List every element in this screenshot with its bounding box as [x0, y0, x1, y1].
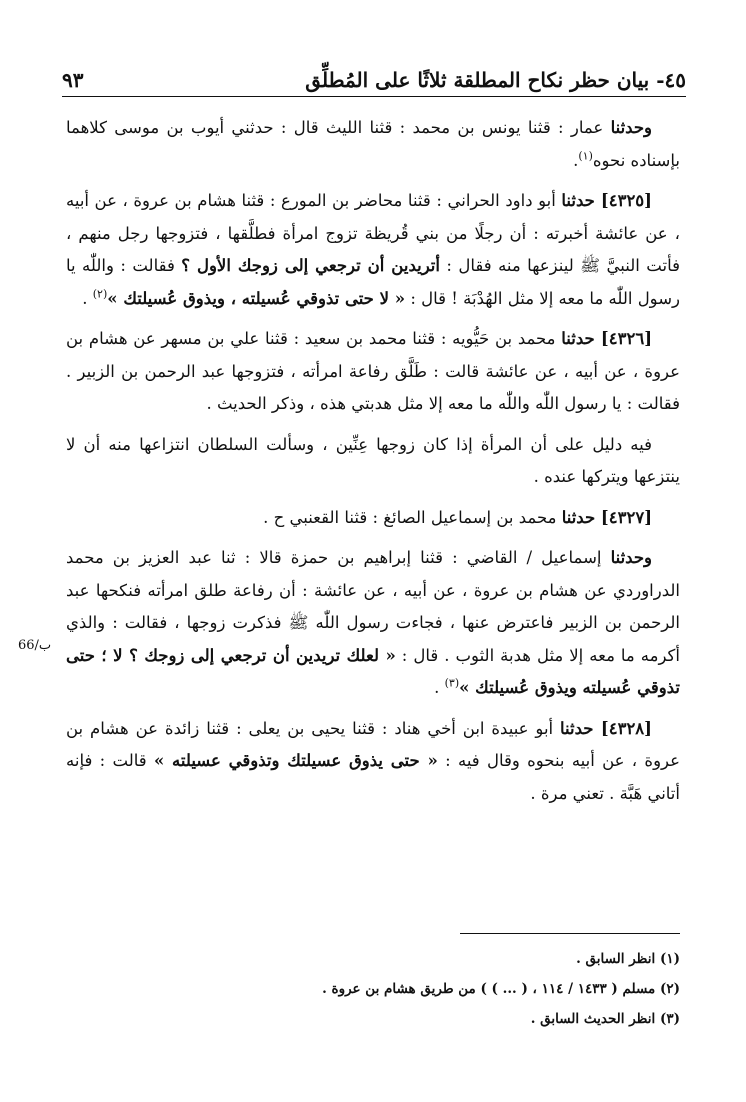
footnote-separator [460, 933, 680, 934]
footnote-3: (٣) انظر الحديث السابق . [530, 1011, 680, 1027]
paragraph-text: محمد بن حَيُّويه : قثنا محمد بن سعيد : قثنا علي بن مسهر عن هشام بن عروة ، عن أبيه ، عن عائشة قالت : طَلَّق رفاعة امرأته ، فتزوجها عبد الرحمن بن الزبير . فقالت : يا رسول اللّٰه واللّٰه ما معه إلا مثل هدبتي هذه ، وذكر الحديث . [66, 329, 680, 413]
body-text [66, 112, 680, 810]
manuscript-folio-note: 66/ب [18, 638, 52, 653]
sanad-word: حدثنا [561, 329, 601, 348]
hadith-number: [٤٣٢٧] [600, 507, 652, 527]
prophet-quote: أتريدين أن ترجعي إلى زوجك الأول ؟ [181, 256, 440, 275]
sanad-word: وحدثنا [610, 118, 652, 137]
prophet-quote-2: « لا حتى تذوقي عُسيلته ، ويذوق عُسيلتك » [107, 288, 406, 308]
chapter-title: ٤٥- بيان حظر نكاح المطلقة ثلاثًا على المُطلِّق [305, 68, 686, 92]
paragraph-tail: . [434, 678, 445, 697]
hadith-number: [٤٣٢٨] [600, 718, 652, 738]
footnote-2: (٢) مسلم ( ١٤٣٣ / ١١٤ ، ( ... ) ) من طريق هشام بن عروة . [322, 981, 680, 997]
paragraph-text: إسماعيل / القاضي : قثنا إبراهيم بن حمزة قالا : ثنا عبد العزيز بن محمد الدراوردي عن هشام بن عروة ، عن أبيه ، عن عائشة : أن رفاعة طلق امرأته فنكحها عبد الرحمن بن الزبير فاعترض عنها ، فجاءت رسول اللّٰه ﷺ فذكرت زوجها ، فقالت : والذي أكرمه ما معه إلا مثل هدبة الثوب . قال : [66, 548, 680, 665]
hadith-4325 [66, 185, 680, 323]
commentary-paragraph [66, 429, 680, 502]
sanad-word: حدثنا [561, 191, 601, 210]
paragraph-tail: . [573, 150, 579, 170]
sanad-word: حدثنا [560, 718, 601, 738]
footnote-ref: (١) [578, 149, 593, 162]
hadith-4327 [66, 502, 680, 543]
hadith-4326 [66, 323, 680, 429]
hadith-4328 [66, 713, 680, 811]
paragraph-text: أبو داود الحراني : قثنا محاضر بن المورع : قثنا هشام بن عروة ، عن أبيه ، عن عائشة أخبرته : أن رجلًا من بني قُريظة تزوج امرأة فطلَّقها ، فتزوجها رجل منهم ، فأتت النبيَّ ﷺ لينزعها منه فقال : [66, 191, 681, 275]
paragraph-text-2: قالت : فإنه أتاني هَبَّة . تعني مرة . [66, 751, 680, 803]
footnote-ref: (٢) [92, 287, 108, 300]
prophet-quote: « لعلك تريدين أن ترجعي إلى زوجك ؟ لا ؛ حتى تذوقي عُسيلته ويذوق عُسيلتك » [66, 645, 680, 697]
footnotes [66, 944, 680, 1034]
paragraph-1 [66, 112, 680, 185]
hadith-number: [٤٣٢٦] [600, 329, 652, 348]
paragraph-text: محمد بن إسماعيل الصائغ : قثنا القعنبي ح . [263, 507, 562, 527]
hadith-number: [٤٣٢٥] [600, 191, 652, 210]
page-header [62, 58, 686, 97]
footnote-ref: (٣) [444, 676, 460, 690]
paragraph-ismail [66, 542, 680, 713]
sanad-word: وحدثنا [610, 548, 652, 567]
page-number: ٩٣ [62, 68, 84, 92]
paragraph-text-2: فقالت : واللّٰه يا رسول اللّٰه ما معه إلا مثل الهُدْبَة ! قال : [66, 256, 680, 308]
paragraph-text: فيه دليل على أن المرأة إذا كان زوجها عِنِّين ، وسألت السلطان انتزاعها منه أن لا ينتزعها ويتركها عنده . [66, 434, 680, 486]
paragraph-text: أبو عبيدة ابن أخي هناد : قثنا يحيى بن يعلى : قثنا زائدة عن هشام بن عروة ، عن أبيه بنحوه وقال فيه : [66, 718, 680, 770]
paragraph-text: عمار : قثنا يونس بن محمد : قثنا الليث قال : حدثني أيوب بن موسى كلاهما بإسناده نحوه [66, 118, 680, 170]
footnote-1: (١) انظر السابق . [576, 951, 680, 967]
paragraph-tail: . [82, 288, 93, 308]
sanad-word: حدثنا [561, 507, 601, 527]
prophet-quote: « حتى يذوق عسيلتك وتذوقي عسيلته » [153, 751, 438, 770]
